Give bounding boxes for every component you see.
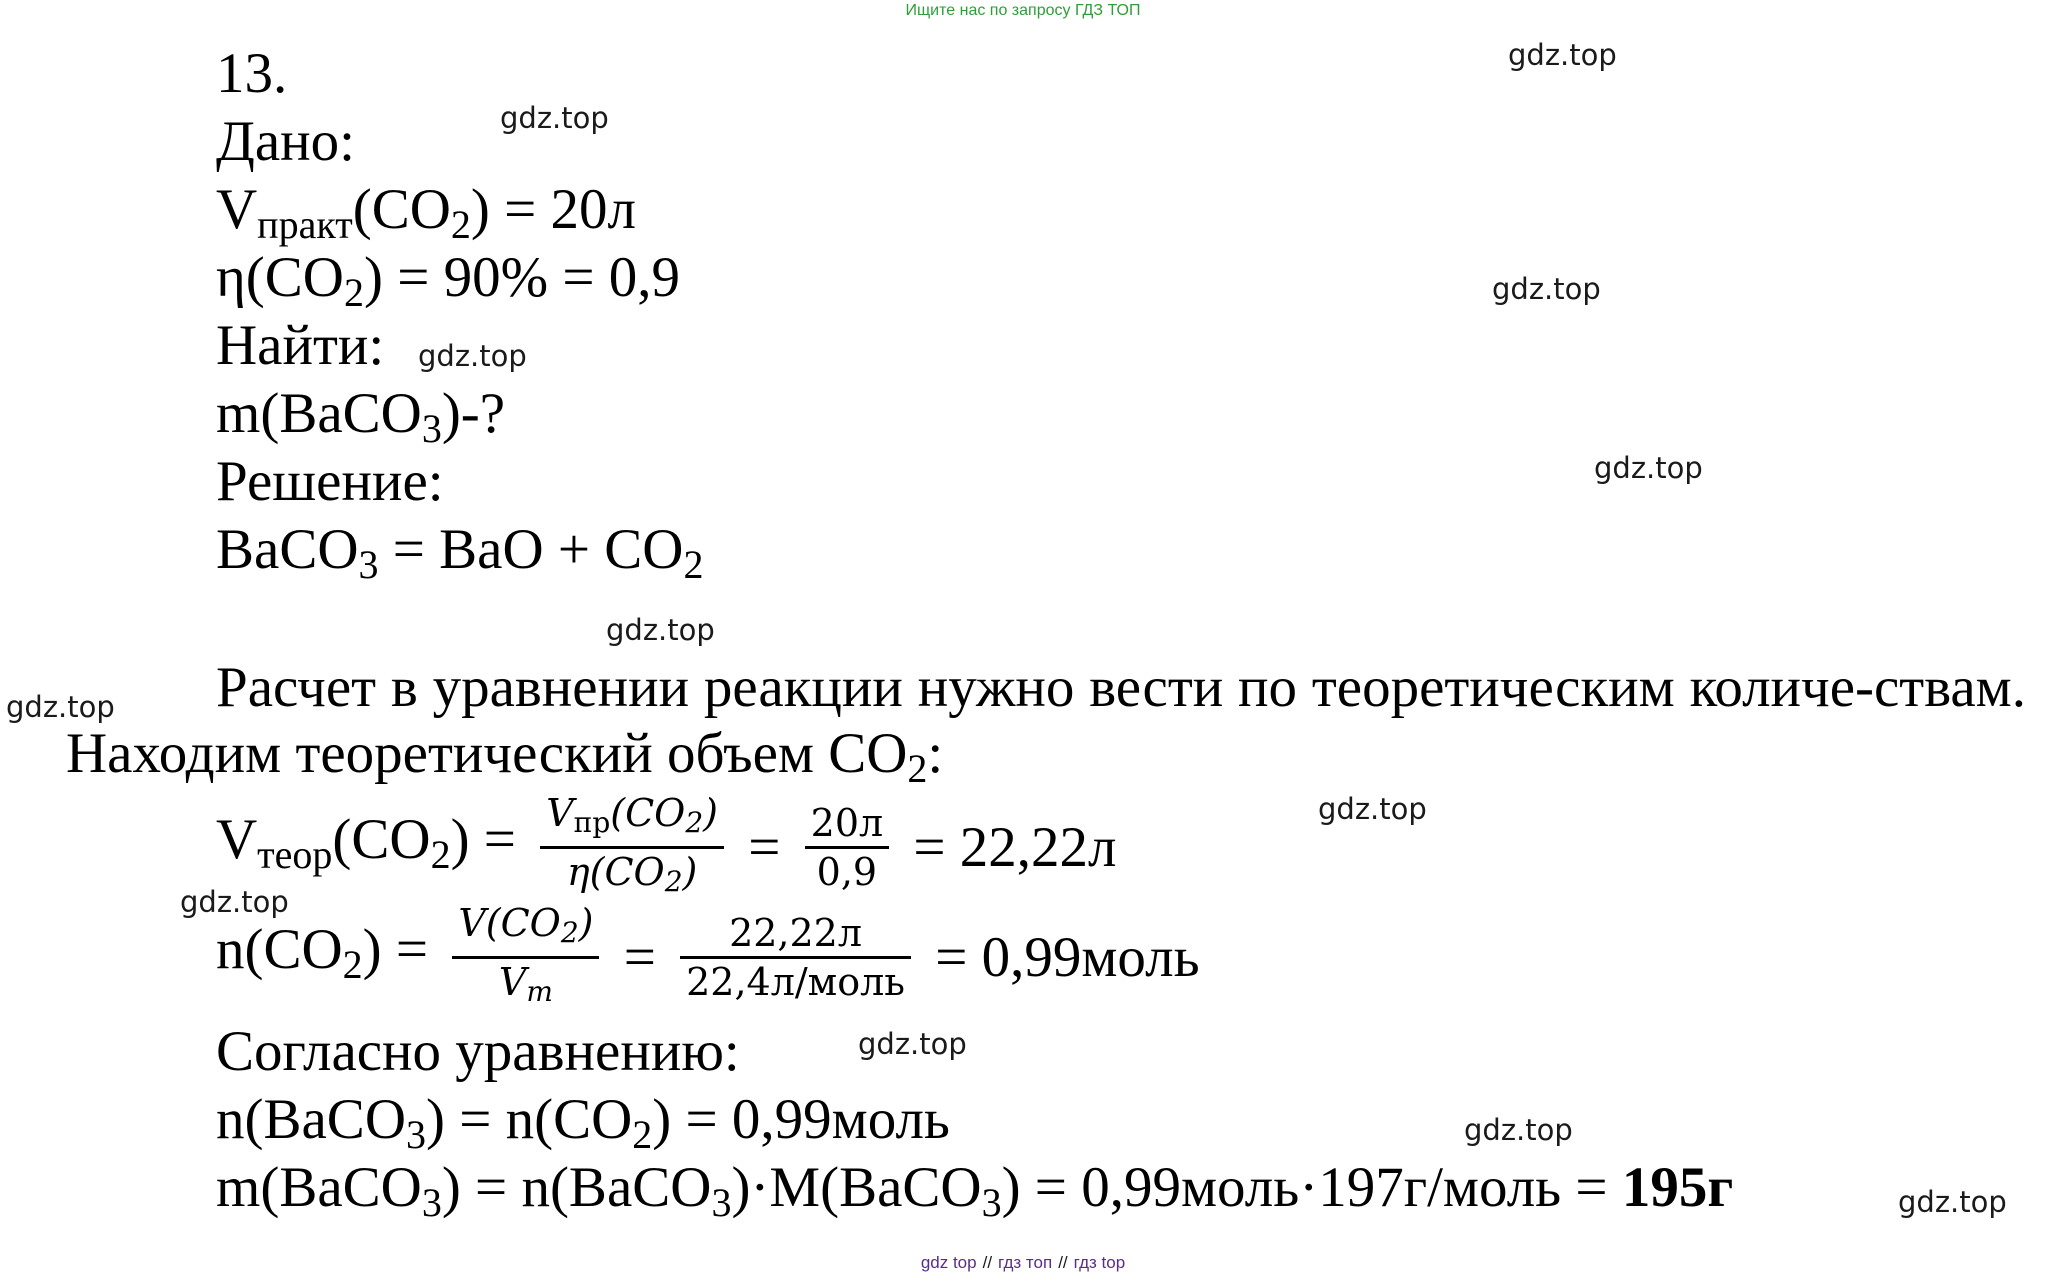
find-label: Найти:: [216, 314, 385, 377]
according-label: Согласно уравнению:: [216, 1020, 740, 1083]
top-banner: Ищите нас по запросу ГДЗ ТОП: [905, 2, 1141, 19]
watermark: gdz.top: [6, 690, 115, 724]
theoretical-volume-formula: $V_{теор}(CO_2)$ = $\frac{\text{Vпр(CO2)}}{\eta(CO2)}$ = $\frac{20л}{0,9}$ = 22,22л: [216, 790, 1116, 905]
watermark: gdz.top: [858, 1027, 967, 1061]
fraction: $\frac{20л}{0,9}$: [805, 800, 890, 895]
solution-label: Решение:: [216, 450, 444, 513]
given-volume: $V_{практ}(CO_2) = 20л$: [216, 178, 636, 247]
watermark: gdz.top: [1492, 272, 1601, 306]
footer-link[interactable]: gdz top: [920, 1253, 977, 1272]
problem-number: 13.: [216, 42, 288, 105]
watermark: gdz.top: [1464, 1113, 1573, 1147]
answer-value: 195г: [1621, 1156, 1734, 1219]
watermark: gdz.top: [606, 613, 715, 647]
given-yield: $\eta(CO_2) = 90\% = 0,9$: [216, 246, 680, 315]
fraction: $\frac{\text{Vпр(CO2)}}{\eta(CO2)}$: [540, 790, 724, 905]
watermark: gdz.top: [1594, 451, 1703, 485]
find-target: m(BaCO$_3$)-?: [216, 382, 506, 451]
footer-link[interactable]: гдз top: [1073, 1253, 1126, 1272]
moles-baco3-line: n(BaCO$_3$) = $n(CO_2)$ = 0,99моль: [216, 1088, 950, 1157]
explanation-paragraph: Расчет в уравнении реакции нужно вести по теоретическим количе-ствам. Находим теоретический объем $CO_2$:: [66, 656, 2026, 791]
watermark: gdz.top: [1508, 38, 1617, 72]
reaction-equation: BaCO$_3$ = BaO + $CO_2$: [216, 518, 704, 587]
moles-co2-formula: $n(CO_2)$ = $\frac{V(CO2)}{Vm}$ = $\frac{22,22л}{\text{22,4л/моль}}$ = 0,99моль: [216, 900, 1200, 1015]
fraction: $\frac{V(CO2)}{Vm}$: [452, 900, 599, 1015]
watermark: gdz.top: [1318, 792, 1427, 826]
mass-baco3-line: m(BaCO$_3$) = n(BaCO$_3$)·M(BaCO$_3$) = 0,99моль·197г/моль = 195г: [216, 1156, 1734, 1225]
given-label: Дано:: [216, 110, 356, 173]
watermark: gdz.top: [500, 101, 609, 135]
fraction: $\frac{22,22л}{\text{22,4л/моль}}$: [680, 910, 911, 1005]
watermark: gdz.top: [1898, 1185, 2007, 1219]
watermark: gdz.top: [418, 339, 527, 373]
footer-link[interactable]: гдз топ: [998, 1253, 1053, 1272]
watermark: gdz.top: [180, 885, 289, 919]
footer-links: gdz top // гдз топ // гдз top: [920, 1253, 1126, 1272]
